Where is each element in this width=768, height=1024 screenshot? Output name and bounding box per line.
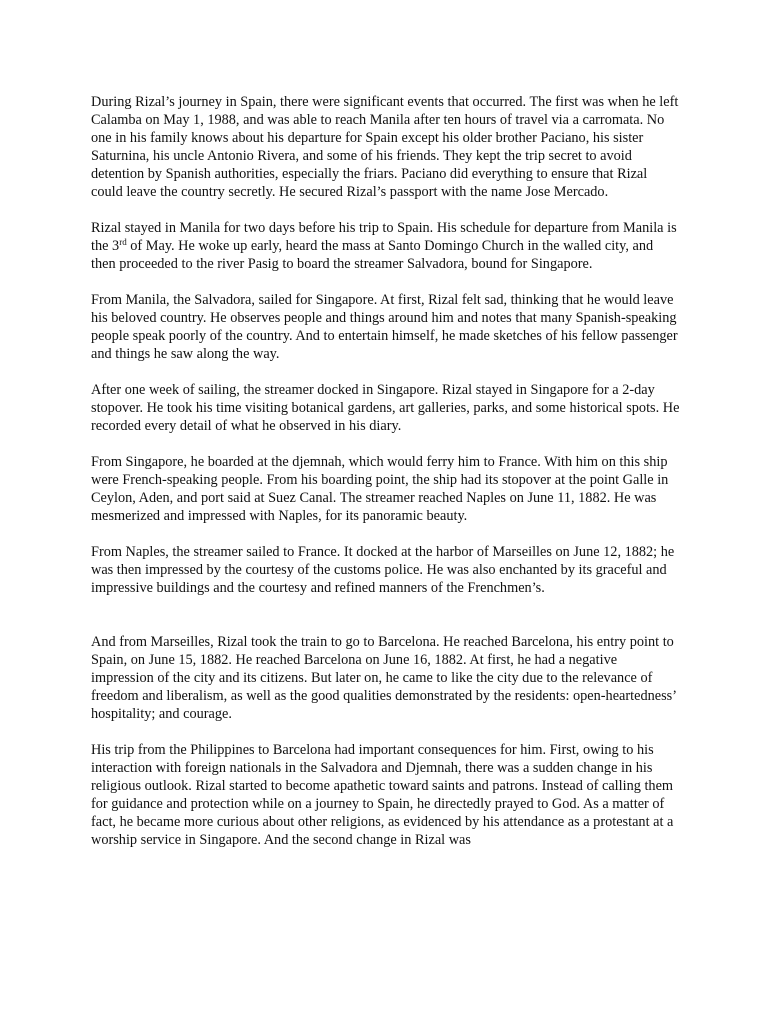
paragraph-manila-stay-text-start: Rizal stayed in Manila for two days before his trip to Spain. His schedule for departure from Manila is the 3: [91, 220, 677, 254]
paragraph-djemnah-voyage: From Singapore, he boarded at the djemnah, which would ferry him to France. With him on this ship were French-speaking people. From his boarding point, the ship had its stopover at the point Galle in Ceylon, Aden, and port said at Suez Canal. The streamer reached Naples on June 11, 1882. He was mesmerized and impressed with Naples, for its panoramic beauty.: [91, 454, 669, 524]
ordinal-superscript: rd: [119, 237, 127, 247]
paragraph-manila-stay: [91, 219, 681, 273]
document-page: [91, 93, 681, 867]
paragraph-consequences: His trip from the Philippines to Barcelona had important consequences for him. First, owing to his interaction with foreign nationals in the Salvadora and Djemnah, there was a sudden change in his religious outlook. Rizal started to become apathetic toward saints and patrons. Instead of calling them for guidance and protection while on a journey to Spain, he directedly prayed to God. As a matter of fact, he became more curious about other religions, as evidenced by his attendance as a protestant at a worship service in Singapore. And the second change in Rizal was: [91, 742, 674, 848]
paragraph-marseilles: From Naples, the streamer sailed to France. It docked at the harbor of Marseilles on June 12, 1882; he was then impressed by the courtesy of the customs police. He was also enchanted by its graceful and impressive buildings and the courtesy and refined manners of the Frenchmen’s.: [91, 544, 675, 596]
paragraph-singapore-stopover: After one week of sailing, the streamer docked in Singapore. Rizal stayed in Singapore for a 2-day stopover. He took his time visiting botanical gardens, art galleries, parks, and some historical spots. He recorded every detail of what he observed in his diary.: [91, 382, 680, 434]
paragraph-departure-calamba: During Rizal’s journey in Spain, there were significant events that occurred. The first was when he left Calamba on May 1, 1988, and was able to reach Manila after ten hours of travel via a carromata. No one in his family knows about his departure for Spain except his older brother Paciano, his sister Saturnina, his uncle Antonio Rivera, and some of his friends. They kept the trip secret to avoid detention by Spanish authorities, especially the friars. Paciano did everything to ensure that Rizal could leave the country secretly. He secured Rizal’s passport with the name Jose Mercado.: [91, 94, 679, 200]
paragraph-barcelona: And from Marseilles, Rizal took the train to go to Barcelona. He reached Barcelona, his entry point to Spain, on June 15, 1882. He reached Barcelona on June 16, 1882. At first, he had a negative impression of the city and its citizens. But later on, he came to like the city due to the relevance of freedom and liberalism, as well as the good qualities demonstrated by the residents: open-heartedness’ hospitality; and courage.: [91, 634, 676, 722]
paragraph-salvadora-voyage: From Manila, the Salvadora, sailed for Singapore. At first, Rizal felt sad, thinking that he would leave his beloved country. He observes people and things around him and notes that many Spanish-speaking people speak poorly of the country. And to entertain himself, he made sketches of his fellow passenger and things he saw along the way.: [91, 292, 678, 362]
paragraph-manila-stay-text-end: of May. He woke up early, heard the mass at Santo Domingo Church in the walled city, and then proceeded to the river Pasig to board the streamer Salvadora, bound for Singapore.: [91, 238, 654, 272]
